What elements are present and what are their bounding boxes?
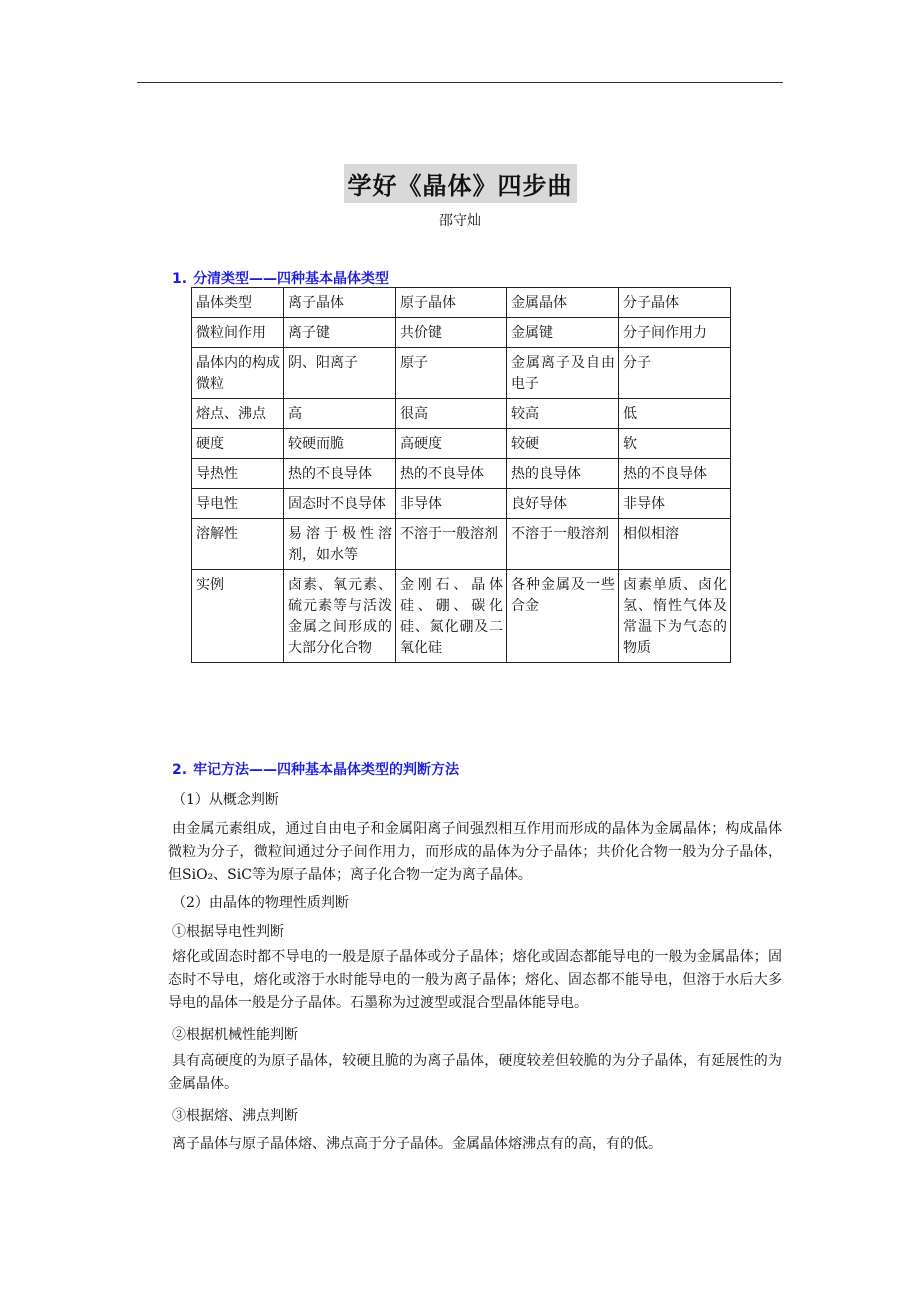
table-cell: 离子晶体 — [284, 288, 396, 318]
table-cell: 不溶于一般溶剂 — [507, 519, 619, 570]
table-cell: 不溶于一般溶剂 — [396, 519, 507, 570]
row-header-cell: 溶解性 — [192, 519, 284, 570]
table-cell: 热的不良导体 — [284, 459, 396, 489]
table-cell: 高 — [284, 399, 396, 429]
table-cell: 良好导体 — [507, 489, 619, 519]
table-cell: 阴、阳离子 — [284, 348, 396, 399]
table-cell: 较硬而脆 — [284, 429, 396, 459]
table-row — [192, 489, 731, 519]
subheading-physical: （2）由晶体的物理性质判断 — [172, 895, 349, 911]
table-cell: 各种金属及一些合金 — [507, 570, 619, 663]
row-header-cell: 导电性 — [192, 489, 284, 519]
table-cell: 很高 — [396, 399, 507, 429]
table-cell: 分子间作用力 — [619, 318, 731, 348]
section-1-title: 分清类型——四种基本晶体类型 — [193, 271, 390, 287]
section-1-number: 1. — [172, 271, 188, 287]
table-cell: 固态时不良导体 — [284, 489, 396, 519]
table-cell: 分子 — [619, 348, 731, 399]
table-row — [192, 318, 731, 348]
table-cell: 低 — [619, 399, 731, 429]
section-2-title: 牢记方法——四种基本晶体类型的判断方法 — [193, 762, 460, 778]
table-cell: 金属离子及自由电子 — [507, 348, 619, 399]
section-2-heading — [172, 759, 459, 779]
row-header-cell: 晶体内的构成微粒 — [192, 348, 284, 399]
table-cell: 高硬度 — [396, 429, 507, 459]
table-cell: 相似相溶 — [619, 519, 731, 570]
table-cell: 原子 — [396, 348, 507, 399]
table-row — [192, 459, 731, 489]
section-1-heading — [172, 268, 389, 288]
table-row — [192, 570, 731, 663]
table-cell: 非导体 — [396, 489, 507, 519]
row-header-cell: 熔点、沸点 — [192, 399, 284, 429]
item-melting: ③根据熔、沸点判断 — [172, 1108, 298, 1124]
row-header-cell: 实例 — [192, 570, 284, 663]
item-conductivity: ①根据导电性判断 — [172, 924, 284, 940]
paragraph-melting: 离子晶体与原子晶体熔、沸点高于分子晶体。金属晶体熔沸点有的高，有的低。 — [172, 1136, 662, 1152]
table-cell: 热的不良导体 — [396, 459, 507, 489]
title-block — [0, 164, 920, 203]
table-cell: 共价键 — [396, 318, 507, 348]
table-cell: 金属晶体 — [507, 288, 619, 318]
table-row — [192, 399, 731, 429]
row-header-cell: 微粒间作用 — [192, 318, 284, 348]
table-cell: 分子晶体 — [619, 288, 731, 318]
subheading-concept: （1）从概念判断 — [172, 792, 279, 808]
paragraph-conductivity: 熔化或固态时都不导电的一般是原子晶体或分子晶体；熔化或固态都能导电的一般为金属晶体；固态时不导电，熔化或溶于水时能导电的一般为离子晶体；熔化、固态都不能导电，但溶于水后大多导电的晶体一般是分子晶体。石墨称为过渡型或混合型晶体能导电。 — [168, 949, 782, 1011]
paragraph-mechanical: 具有高硬度的为原子晶体，较硬且脆的为离子晶体，硬度较差但较脆的为分子晶体，有延展性的为金属晶体。 — [168, 1053, 782, 1092]
table-cell: 金属键 — [507, 318, 619, 348]
crystal-type-table — [191, 287, 731, 663]
table-row — [192, 288, 731, 318]
row-header-cell: 晶体类型 — [192, 288, 284, 318]
item-mechanical: ②根据机械性能判断 — [172, 1027, 298, 1043]
table-cell: 金刚石、晶体硅、硼、碳化硅、氮化硼及二氧化硅 — [396, 570, 507, 663]
table-cell: 较高 — [507, 399, 619, 429]
row-header-cell: 导热性 — [192, 459, 284, 489]
section-2-number: 2. — [172, 762, 188, 778]
table-row — [192, 519, 731, 570]
table-cell: 较硬 — [507, 429, 619, 459]
table-cell: 易溶于极性溶剂，如水等 — [284, 519, 396, 570]
table-row — [192, 429, 731, 459]
header-rule — [137, 82, 783, 83]
table-cell: 热的良导体 — [507, 459, 619, 489]
table-cell: 原子晶体 — [396, 288, 507, 318]
table-row — [192, 348, 731, 399]
author: 邵守灿 — [439, 213, 481, 229]
page-title: 学好《晶体》四步曲 — [344, 164, 577, 203]
table-cell: 卤素、氧元素、硫元素等与活泼金属之间形成的大部分化合物 — [284, 570, 396, 663]
table-cell: 离子键 — [284, 318, 396, 348]
table-cell: 非导体 — [619, 489, 731, 519]
table-cell: 卤素单质、卤化氢、惰性气体及常温下为气态的物质 — [619, 570, 731, 663]
table-cell: 软 — [619, 429, 731, 459]
table-cell: 热的不良导体 — [619, 459, 731, 489]
row-header-cell: 硬度 — [192, 429, 284, 459]
paragraph-concept: 由金属元素组成，通过自由电子和金属阳离子间强烈相互作用而形成的晶体为金属晶体；构成晶体微粒为分子，微粒间通过分子间作用力，而形成的晶体为分子晶体；共价化合物一般为分子晶体，但SiO₂、SiC等为原子晶体；离子化合物一定为离子晶体。 — [168, 821, 782, 883]
